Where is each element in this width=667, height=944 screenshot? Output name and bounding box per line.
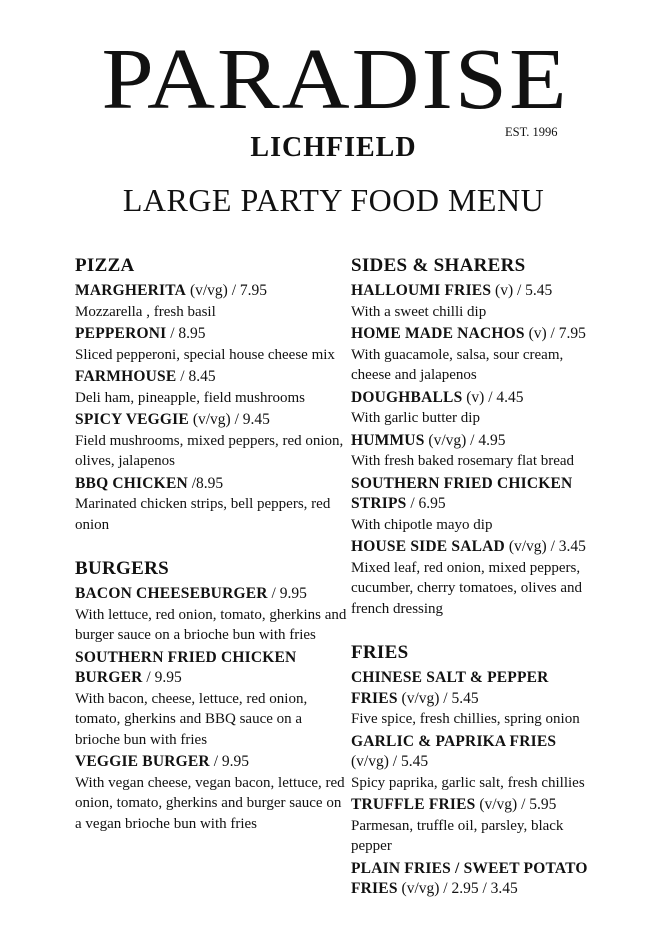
menu-item [75, 281, 350, 322]
item-price: / 5.45 [388, 753, 429, 770]
item-price: / 9.95 [142, 669, 182, 686]
section-pizza [75, 254, 350, 535]
item-price: / 8.95 [166, 325, 206, 342]
item-diet-tag: (v/vg) [189, 282, 228, 299]
item-name: HOME MADE NACHOS [351, 325, 525, 342]
menu-item [351, 859, 596, 900]
right-column [351, 254, 596, 922]
item-diet-tag: (v/vg) [351, 753, 389, 770]
menu-header [0, 0, 667, 230]
menu-item [75, 410, 350, 472]
item-name: HUMMUS [351, 431, 425, 449]
item-description: Parmesan, truffle oil, parsley, black pepper [351, 817, 564, 854]
menu-item [75, 584, 350, 646]
item-description: Mixed leaf, red onion, mixed peppers, cucumber, cherry tomatoes, olives and french dressing [351, 559, 582, 617]
menu-item [351, 281, 596, 322]
location-name: LICHFIELD [250, 132, 417, 163]
item-price: / 4.95 [466, 431, 506, 449]
section-burgers [75, 557, 350, 834]
item-description: Marinated chicken strips, bell peppers, red onion [75, 496, 331, 533]
item-price: / 5.95 [517, 796, 557, 813]
item-description: With vegan cheese, vegan bacon, lettuce, red onion, tomato, gherkins and burger sauce on a vegan brioche bun with fries [75, 774, 345, 832]
item-description: Deli ham, pineapple, field mushrooms [75, 389, 305, 406]
item-description: With a sweet chilli dip [351, 303, 487, 320]
item-diet-tag: (v/vg) [401, 880, 440, 897]
menu-item [351, 668, 596, 730]
item-name: CHINESE SALT & PEPPER FRIES [351, 669, 549, 707]
item-name: SOUTHERN FRIED CHICKEN STRIPS [351, 474, 573, 512]
item-description: With bacon, cheese, lettuce, red onion, tomato, gherkins and BBQ sauce on a brioche bun with fries [75, 690, 308, 748]
item-diet-tag: (v/vg) [192, 411, 231, 428]
menu-item [351, 732, 596, 794]
left-column [75, 254, 350, 856]
item-diet-tag: (v/vg) [401, 689, 440, 707]
item-description: With garlic butter dip [351, 410, 480, 426]
item-description: Sliced pepperoni, special house cheese mix [75, 346, 335, 363]
item-diet-tag: (v/vg) [428, 431, 467, 449]
item-description: With chipotle mayo dip [351, 516, 493, 533]
item-price: / 9.95 [209, 753, 249, 770]
item-name: PLAIN FRIES / SWEET POTATO FRIES [351, 859, 588, 897]
item-description: Field mushrooms, mixed peppers, red onion, olives, jalapenos [75, 432, 344, 469]
item-name: GARLIC & PAPRIKA FRIES [351, 732, 557, 750]
item-price: / 7.95 [227, 282, 268, 299]
menu-item [351, 388, 596, 429]
item-description: Spicy paprika, garlic salt, fresh chillies [351, 774, 585, 791]
menu-item [75, 474, 350, 536]
item-price: /8.95 [187, 474, 224, 492]
established-year: EST. 1996 [505, 125, 558, 139]
menu-item [351, 431, 596, 472]
item-description: Five spice, fresh chillies, spring onion [351, 711, 580, 727]
item-description: With guacamole, salsa, sour cream, cheese and jalapenos [351, 346, 564, 383]
menu-item [351, 537, 596, 619]
item-name: BACON CHEESEBURGER [75, 585, 268, 602]
item-price: / 5.45 [513, 282, 553, 299]
item-description: With lettuce, red onion, tomato, gherkins and burger sauce on a brioche bun with fries [75, 606, 347, 643]
item-description: Mozzarella , fresh basil [75, 303, 216, 320]
menu-item [75, 367, 350, 408]
section-sides-sharers [351, 254, 596, 619]
item-name: HALLOUMI FRIES [351, 282, 492, 299]
menu-item [351, 474, 596, 536]
item-diet-tag: (v/vg) [508, 538, 547, 555]
menu-item [351, 324, 596, 386]
item-price: / 8.45 [176, 368, 216, 385]
menu-item [75, 324, 350, 365]
item-price: / 9.45 [230, 411, 270, 428]
brand-logo-text: PARADISE [101, 31, 569, 128]
item-price: / 5.45 [439, 689, 479, 707]
item-price: / 7.95 [546, 325, 586, 342]
item-description: With fresh baked rosemary flat bread [351, 453, 575, 469]
item-name: VEGGIE BURGER [75, 753, 210, 770]
section-fries [351, 641, 596, 900]
item-price: / 9.95 [267, 585, 307, 602]
menu-item [75, 752, 350, 834]
section-title: FRIES [351, 642, 409, 663]
item-name: SOUTHERN FRIED CHICKEN BURGER [75, 648, 297, 686]
item-name: MARGHERITA [75, 282, 187, 299]
item-name: PEPPERONI [75, 325, 167, 342]
item-diet-tag: (v/vg) [479, 796, 518, 813]
item-price: / 2.95 / 3.45 [439, 880, 518, 897]
item-name: FARMHOUSE [75, 368, 177, 385]
item-name: TRUFFLE FRIES [351, 796, 476, 813]
item-name: BBQ CHICKEN [75, 474, 188, 492]
item-diet-tag: (v) [466, 388, 485, 406]
menu-item [75, 648, 350, 751]
page-title: LARGE PARTY FOOD MENU [122, 182, 545, 218]
section-title: SIDES & SHARERS [351, 255, 526, 276]
item-name: HOUSE SIDE SALAD [351, 538, 505, 555]
item-diet-tag: (v) [528, 325, 547, 342]
section-title: BURGERS [75, 558, 169, 579]
item-diet-tag: (v) [495, 282, 514, 299]
item-price: / 6.95 [406, 495, 446, 512]
item-price: / 3.45 [546, 538, 586, 555]
menu-item [351, 795, 596, 857]
item-name: DOUGHBALLS [351, 388, 463, 406]
item-name: SPICY VEGGIE [75, 411, 189, 428]
section-title: PIZZA [75, 255, 135, 276]
item-price: / 4.45 [484, 388, 524, 406]
